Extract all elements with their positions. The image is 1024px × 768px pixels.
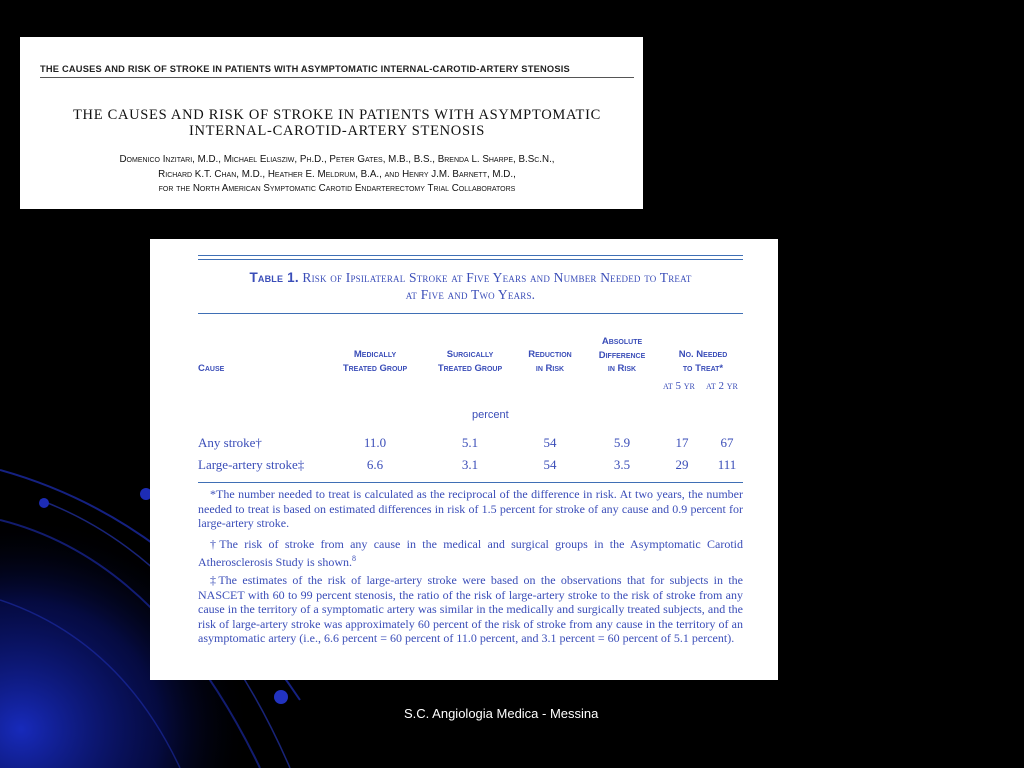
header-divider bbox=[40, 77, 634, 78]
table-caption bbox=[198, 269, 743, 303]
row-1-nnt2: 67 bbox=[720, 435, 734, 450]
header-nnt-2yr: at 2 yr bbox=[706, 380, 738, 392]
authors-line-1: Domenico Inzitari, M.D., Michael Eliasziw, Ph.D., Peter Gates, M.B., B.S., Brenda L. Sharpe, B.Sc.N., bbox=[119, 154, 555, 165]
table-label: Table 1. bbox=[249, 270, 299, 285]
row-2-reduction: 54 bbox=[543, 457, 557, 472]
header-nnt-1: No. Needed bbox=[678, 349, 728, 360]
author-list bbox=[40, 153, 634, 197]
header-absdiff-2: Difference bbox=[598, 349, 646, 361]
header-absdiff-1: Absolute bbox=[601, 336, 643, 347]
footnote-3: ‡The estimates of the risk of large-artery stroke were based on the observations that for subjects in the NASCET with 60 to 99 percent stenosis, the ratio of the risk of large-artery stroke to the risk of stroke from any cause in the territory of a symptomatic artery was similar in the medically and surgically treated subjects, and the risk of large-artery stroke was approximately 60 percent of the risk of stroke from any cause in the territory of an asymptomatic artery (i.e., 6.6 percent = 60 percent of 11.0 percent, and 3.1 percent = 60 percent of 5.1 percent). bbox=[198, 573, 743, 646]
footnote-2 bbox=[198, 537, 743, 569]
title-line-2: INTERNAL-CAROTID-ARTERY STENOSIS bbox=[188, 123, 486, 139]
header-medical bbox=[330, 348, 420, 375]
unit-label: percent bbox=[472, 409, 509, 421]
row-1-surgical: 5.1 bbox=[461, 435, 479, 450]
row-1-reduction: 54 bbox=[543, 435, 557, 450]
top-rule-2 bbox=[198, 259, 743, 260]
header-medical-2: Treated Group bbox=[342, 362, 408, 374]
article-title bbox=[40, 107, 634, 139]
header-reduction-2: in Risk bbox=[535, 362, 565, 374]
row-1-medical: 11.0 bbox=[363, 435, 387, 450]
running-head: THE CAUSES AND RISK OF STROKE IN PATIENTS WITH ASYMPTOMATIC INTERNAL-CAROTID-ARTERY STENOSIS bbox=[40, 64, 570, 74]
row-2-medical: 6.6 bbox=[366, 457, 384, 472]
title-line-1: THE CAUSES AND RISK OF STROKE IN PATIENTS WITH ASYMPTOMATIC bbox=[72, 107, 602, 123]
header-medical-1: Medically bbox=[353, 349, 397, 360]
row-2-surgical: 3.1 bbox=[461, 457, 479, 472]
header-nnt-2: to Treat* bbox=[682, 362, 724, 374]
caption-text-2: at Five and Two Years. bbox=[405, 287, 536, 302]
slide-footer: S.C. Angiologia Medica - Messina bbox=[404, 706, 599, 721]
header-reduction bbox=[518, 348, 582, 375]
row-2-nnt5: 29 bbox=[675, 457, 689, 472]
header-absolute-difference bbox=[590, 335, 654, 376]
caption-rule bbox=[198, 313, 743, 314]
row-1-cause: Any stroke† bbox=[198, 435, 262, 450]
header-cause: Cause bbox=[198, 363, 225, 374]
row-2-absdiff: 3.5 bbox=[613, 457, 631, 472]
table-bottom-rule bbox=[198, 482, 743, 483]
header-surgical bbox=[425, 348, 515, 375]
header-number-needed bbox=[665, 348, 741, 375]
row-1-absdiff: 5.9 bbox=[613, 435, 631, 450]
row-2-nnt2: 111 bbox=[717, 457, 737, 472]
footnote-1: *The number needed to treat is calculated as the reciprocal of the difference in risk. At two years, the number needed to treat is based on estimated differences in risk of 1.5 percent for stroke of any cause and 0.9 percent for large-artery stroke. bbox=[198, 487, 743, 531]
caption-line-1 bbox=[198, 269, 743, 286]
header-nnt-5yr: at 5 yr bbox=[663, 380, 695, 392]
authors-line-3: for the North American Symptomatic Carotid Endarterectomy Trial Collaborators bbox=[158, 183, 516, 194]
row-1-nnt5: 17 bbox=[675, 435, 689, 450]
row-2-cause: Large-artery stroke‡ bbox=[198, 457, 305, 472]
footnote-2-reference: 8 bbox=[352, 553, 356, 563]
header-surgical-1: Surgically bbox=[446, 349, 494, 360]
top-rule bbox=[198, 255, 743, 256]
header-surgical-2: Treated Group bbox=[437, 362, 503, 374]
authors-line-2: Richard K.T. Chan, M.D., Heather E. Meldrum, B.A., and Henry J.M. Barnett, M.D., bbox=[158, 168, 516, 180]
footnote-2-text: †The risk of stroke from any cause in the medical and surgical groups in the Asymptomatic Carotid Atherosclerosis Study is shown. bbox=[198, 537, 743, 569]
header-reduction-1: Reduction bbox=[528, 349, 572, 360]
table-panel bbox=[150, 239, 778, 680]
article-header-panel bbox=[20, 37, 643, 209]
header-absdiff-3: in Risk bbox=[607, 363, 637, 374]
caption-text-1: Risk of Ipsilateral Stroke at Five Years and Number Needed to Treat bbox=[302, 270, 692, 285]
